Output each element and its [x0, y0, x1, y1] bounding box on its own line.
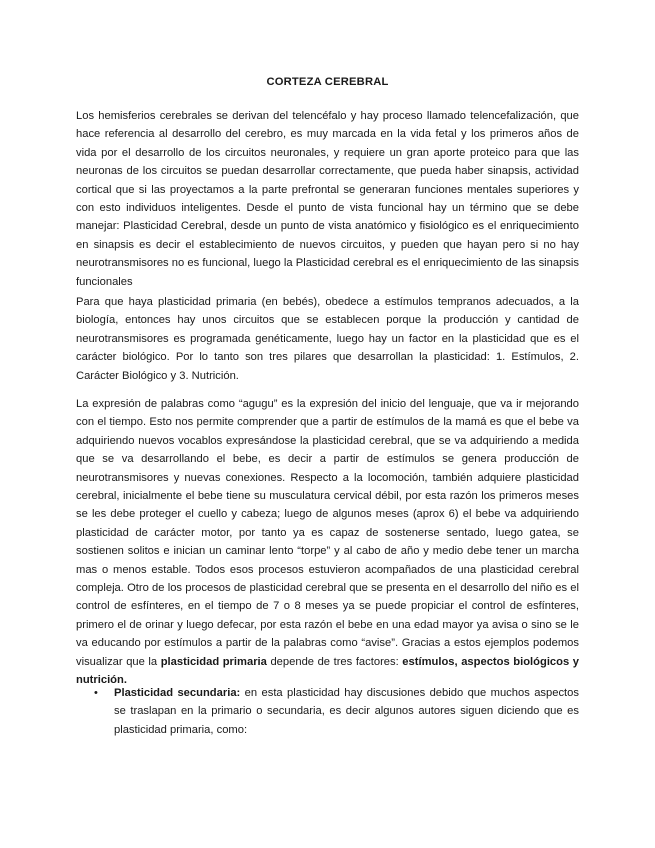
bullet-label: Plasticidad secundaria:	[114, 687, 241, 699]
bullet-list-item	[94, 684, 579, 739]
paragraph-telencefalizacion: Los hemisferios cerebrales se derivan del telencéfalo y hay proceso llamado telencefalización, que hace referencia al desarrollo del cerebro, es muy marcada en la vida fetal y los primeros años de vida por el desarrollo de los circuitos neuronales, y requiere un gran aporte proteico para que las neuronas de los circuitos se puedan desarrollar correctamente, que pueda haber sinapsis, actividad cortical que si las proyectamos a la parte prefrontal se generaran funciones mentales superiores y con esto individuos inteligentes. Desde el punto de vista funcional hay un término que se debe manejar: Plasticidad Cerebral, desde un punto de vista anatómico y fisiológico es el enriquecimiento en sinapsis es decir el establecimiento de nuevos circuitos, y pueden que hayan pero si no hay neurotransmisores no es funcional, luego la Plasticidad cerebral es el enriquecimiento de las sinapsis funcionales	[76, 110, 579, 288]
bullet-icon: •	[94, 687, 98, 699]
paragraph-3-text: La expresión de palabras como “agugu” es la expresión del inicio del lenguaje, que va ir mejorando con el tiempo. Esto nos permite comprender que a partir de estímulos de la mamá es que el bebe va adquiriendo nuevos vocablos expresándose la plasticidad cerebral, que se va adquiriendo a medida que se va desarrollando el bebe, es decir a partir de estímulos se genera producción de neurotransmisores y nuevas conexiones. Respecto a la locomoción, también adquiere plasticidad cerebral, inicialmente el bebe tiene su musculatura cervical débil, por esta razón los primeros meses se les debe proteger el cuello y cabeza; luego de algunos meses (aprox 6) el bebe va adquiriendo plasticidad de carácter motor, por tanto ya es capaz de sostenerse sentado, luego gatea, se sostienen solitos e inician un caminar lento “torpe” y al cabo de año y medio debe tener un marcha mas o menos estable. Todos esos procesos estuvieron acompañados de una plasticidad cerebral compleja. Otro de los procesos de plasticidad cerebral que se presenta en el desarrollo del niño es el control de esfínteres, en el tiempo de 7 o 8 meses ya se puede propiciar el control de esfínteres, primero el de orinar y luego defecar, por esta razón el bebe en una edad mayor ya avisa o sino se le va educando por estímulos a partir de la palabras como “avise”. Gracias a estos ejemplos podemos visualizar que la	[76, 398, 579, 668]
bullet-body: en esta plasticidad hay discusiones debido que muchos aspectos se traslapan en la primario o secundaria, es decir algunos autores siguen diciendo que es plasticidad primaria, como:	[114, 687, 579, 736]
paragraph-lenguaje-locomocion	[76, 395, 579, 690]
document-title: CORTEZA CEREBRAL	[266, 76, 389, 88]
bold-factores: estímulos, aspectos biológicos y nutrición.	[76, 655, 580, 687]
bold-plasticidad-primaria: plasticidad primaria	[160, 655, 267, 668]
paragraph-plasticidad-primaria: Para que haya plasticidad primaria (en bebés), obedece a estímulos tempranos adecuados, a la biología, entonces hay unos circuitos que se establecen porque la producción y cantidad de neurotransmisores es programada genéticamente, luego hay un factor en la plasticidad que es el carácter biológico. Por lo tanto son tres pilares que desarrollan la plasticidad: 1. Estímulos, 2. Carácter Biológico y 3. Nutrición.	[76, 296, 579, 382]
paragraph-3-mid: depende de tres factores:	[266, 655, 403, 668]
bullet-paragraph	[114, 684, 579, 739]
